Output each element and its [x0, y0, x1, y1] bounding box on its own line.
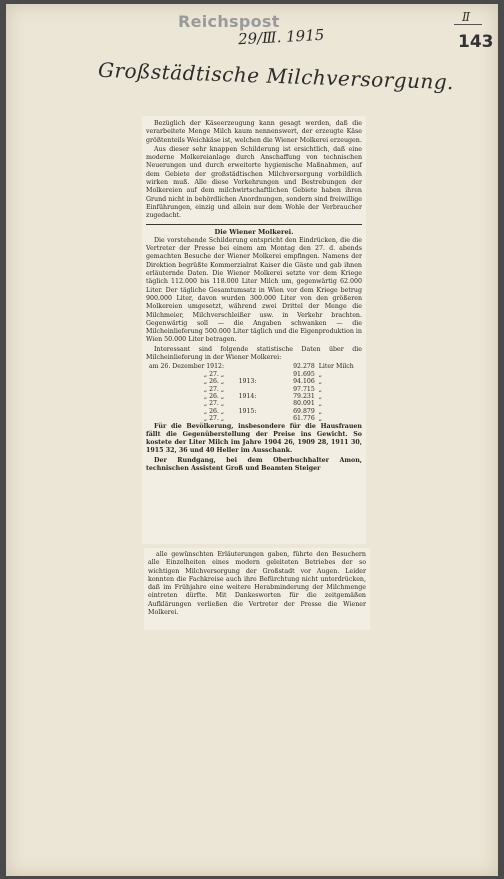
archive-page	[6, 4, 498, 876]
newspaper-clipping-main	[142, 116, 366, 544]
table-row: „ 27. „ 61.776 „	[203, 415, 322, 423]
table-row: „ 27. „ 91.695 „	[203, 370, 322, 378]
folio-number: 143	[458, 32, 494, 52]
paragraph-closing: alle gewünschten Erläuterungen gaben, führte den Besuchern alle Einzelheiten eines modern geleiteten Betriebes der so wichtigen Milchversorgung der Großstadt vor Augen. Leider konnten die Fachkreise auch ihre Befürchtung nicht unterdrücken, daß im Frühjahre eine weitere Herabminderung der Milchmenge eintreten dürfte. Mit Dankesworten für die zeitgemäßen Aufklärungen verließen die Vertreter der Presse die Wiener Molkerei.	[148, 551, 366, 617]
newspaper-clipping-continuation	[144, 548, 370, 630]
paragraph-summary: Aus dieser sehr knappen Schilderung ist ersichtlich, daß eine moderne Molkereianlage durch Anschaffung von technischen Neuerungen und durch erweiterte hygienische Maßnahmen, auf dem Gebiete der großstädtischen Milchversorgung vorbildlich wirken muß. Alle diese Vorkehrungen und Bestrebungen der Molkereien auf dem milchwirtschaftlichen Gebiete haben ihren Grund nicht in behördlichen Anordnungen, sondern sind freiwillige Einführungen, einzig und allein nur dem Wohle der Verbraucher zugedacht.	[146, 145, 362, 220]
paragraph-cheese: Bezüglich der Käseerzeugung kann gesagt werden, daß die verarbeitete Menge Milch kaum nennenswert, der erzeugte Käse größtenteils Weichkäse ist, welchen die Wiener Molkerei erzeugen.	[146, 120, 362, 144]
table-row: „ 26. „ 1914: 79.231 „	[203, 392, 322, 400]
table-row: „ 26. „ 1913: 94.106 „	[203, 378, 322, 386]
table-row: „ 26. „ 1915: 69.879 „	[203, 407, 322, 415]
table-row: am 26. Dezember 1912: 92.278 Liter Milch	[148, 363, 354, 371]
handwritten-title: Großstädtische Milchversorgung.	[97, 57, 455, 95]
folio-roman-numeral: Ⅱ	[462, 10, 471, 24]
table-row: „ 27. „ 80.091 „	[203, 400, 322, 408]
handwritten-date: 29/Ⅲ. 1915	[237, 25, 325, 49]
folio-divider	[454, 24, 482, 25]
divider-rule	[146, 224, 362, 225]
paragraph-prices: Für die Bevölkerung, insbesondere für die Hausfrauen fällt die Gegenüberstellung der Preise ins Gewicht. So kostete der Liter Milch im Jahre 1904 26, 1909 28, 1911 30, 1915 32, 36 und 40 Heller im Ausschank.	[146, 422, 362, 455]
paragraph-stats-intro: Interessant sind folgende statistische Daten über die Milcheinlieferung in der Wiener Molkerei:	[146, 345, 362, 362]
section-heading: Die Wiener Molkerei.	[214, 227, 294, 236]
paragraph-visit: Die vorstehende Schilderung entspricht den Eindrücken, die die Vertreter der Presse bei einem am Montag den 27. d. abends gemachten Besuche der Wiener Molkerei empfingen. Namens der Direktion begrüßte Kommerzialrat Kaiser die Gäste und gab ihnen erläuternde Daten. Die Wiener Molkerei setzte vor dem Kriege täglich 112.000 bis 118.000 Liter Milch um, gegenwärtig 62.000 Liter. Der tägliche Gesamtumsatz in Wien vor dem Kriege betrug 900.000 Liter, davon wurden 300.000 Liter von den größeren Molkereien umgesetzt, während zwei Drittel der Menge die Milchmeier, Milchverschleißer usw. in Verkehr brachten. Gegenwärtig soll — die Angaben schwanken — die Milcheinlieferung 500.000 Liter täglich und die Eigenproduktion in Wien 50.000 Liter betragen.	[146, 236, 362, 344]
newspaper-stamp: Reichspost	[178, 12, 280, 31]
paragraph-tour: Der Rundgang, bei dem Oberbuchhalter Amon, technischen Assistent Groß und Beamten Steiger	[146, 456, 362, 473]
table-row: „ 27. „ 97.715 „	[203, 385, 322, 393]
delivery-statistics-table	[146, 363, 362, 422]
